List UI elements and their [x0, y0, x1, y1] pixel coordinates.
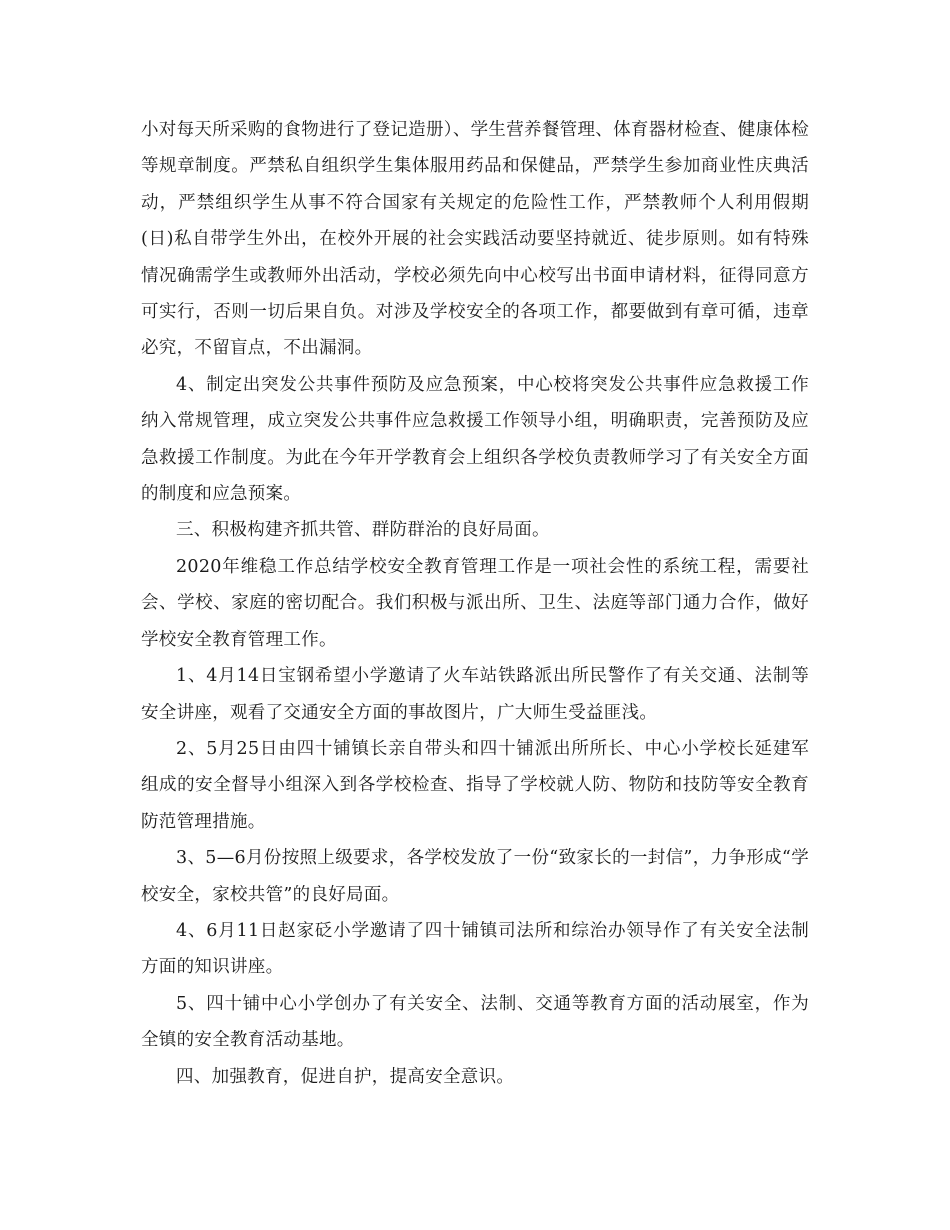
list-item-traffic-lecture: 1、4月14日宝钢希望小学邀请了火车站铁路派出所民警作了有关交通、法制等安全讲座，观看了交通安全方面的事故图片，广大师生受益匪浅。	[141, 666, 809, 723]
paragraph-emergency-plan: 4、制定出突发公共事件预防及应急预案，中心校将突发公共事件应急救援工作纳入常规管理，成立突发公共事件应急救援工作领导小组，明确职责，完善预防及应急救援工作制度。为此在今年开学教育会上组织各学校负责教师学习了有关安全方面的制度和应急预案。	[141, 374, 809, 505]
list-item-legal-lecture: 4、6月11日赵家砭小学邀请了四十铺镇司法所和综治办领导作了有关安全法制方面的知识讲座。	[141, 920, 809, 978]
list-item-inspection-team: 2、5月25日由四十铺镇长亲自带头和四十铺派出所所长、中心小学校长延建军组成的安全督导小组深入到各学校检查、指导了学校就人防、物防和技防等安全教育防范管理措施。	[141, 738, 809, 832]
paragraph-regulations-continued: 小对每天所采购的食物进行了登记造册）、学生营养餐管理、体育器材检查、健康体检等规章制度。严禁私自组织学生集体服用药品和保健品，严禁学生参加商业性庆典活动，严禁组织学生从事不符合国家有关规定的危险性工作，严禁教师个人利用假期(日)私自带学生外出，在校外开展的社会实践活动要坚持就近、徒步原则。如有特殊情况确需学生或教师外出活动，学校必须先向中心校写出书面申请材料，征得同意方可实行，否则一切后果自负。对涉及学校安全的各项工作，都要做到有章可循，违章必究，不留盲点，不出漏洞。	[141, 120, 809, 359]
section-heading-joint-management: 三、积极构建齐抓共管、群防群治的良好局面。	[176, 520, 550, 541]
document-body	[141, 112, 809, 1095]
section-heading-safety-awareness: 四、加强教育，促进自护，提高安全意识。	[176, 1066, 515, 1087]
paragraph-social-cooperation: 2020年维稳工作总结学校安全教育管理工作是一项社会性的系统工程，需要社会、学校、家庭的密切配合。我们积极与派出所、卫生、法庭等部门通力合作，做好学校安全教育管理工作。	[141, 556, 809, 650]
list-item-parent-letter: 3、5—6月份按照上级要求，各学校发放了一份“致家长的一封信”，力争形成“学校安全，家校共管”的良好局面。	[141, 848, 809, 905]
list-item-exhibition-room: 5、四十铺中心小学创办了有关安全、法制、交通等教育方面的活动展室，作为全镇的安全教育活动基地。	[141, 993, 809, 1051]
